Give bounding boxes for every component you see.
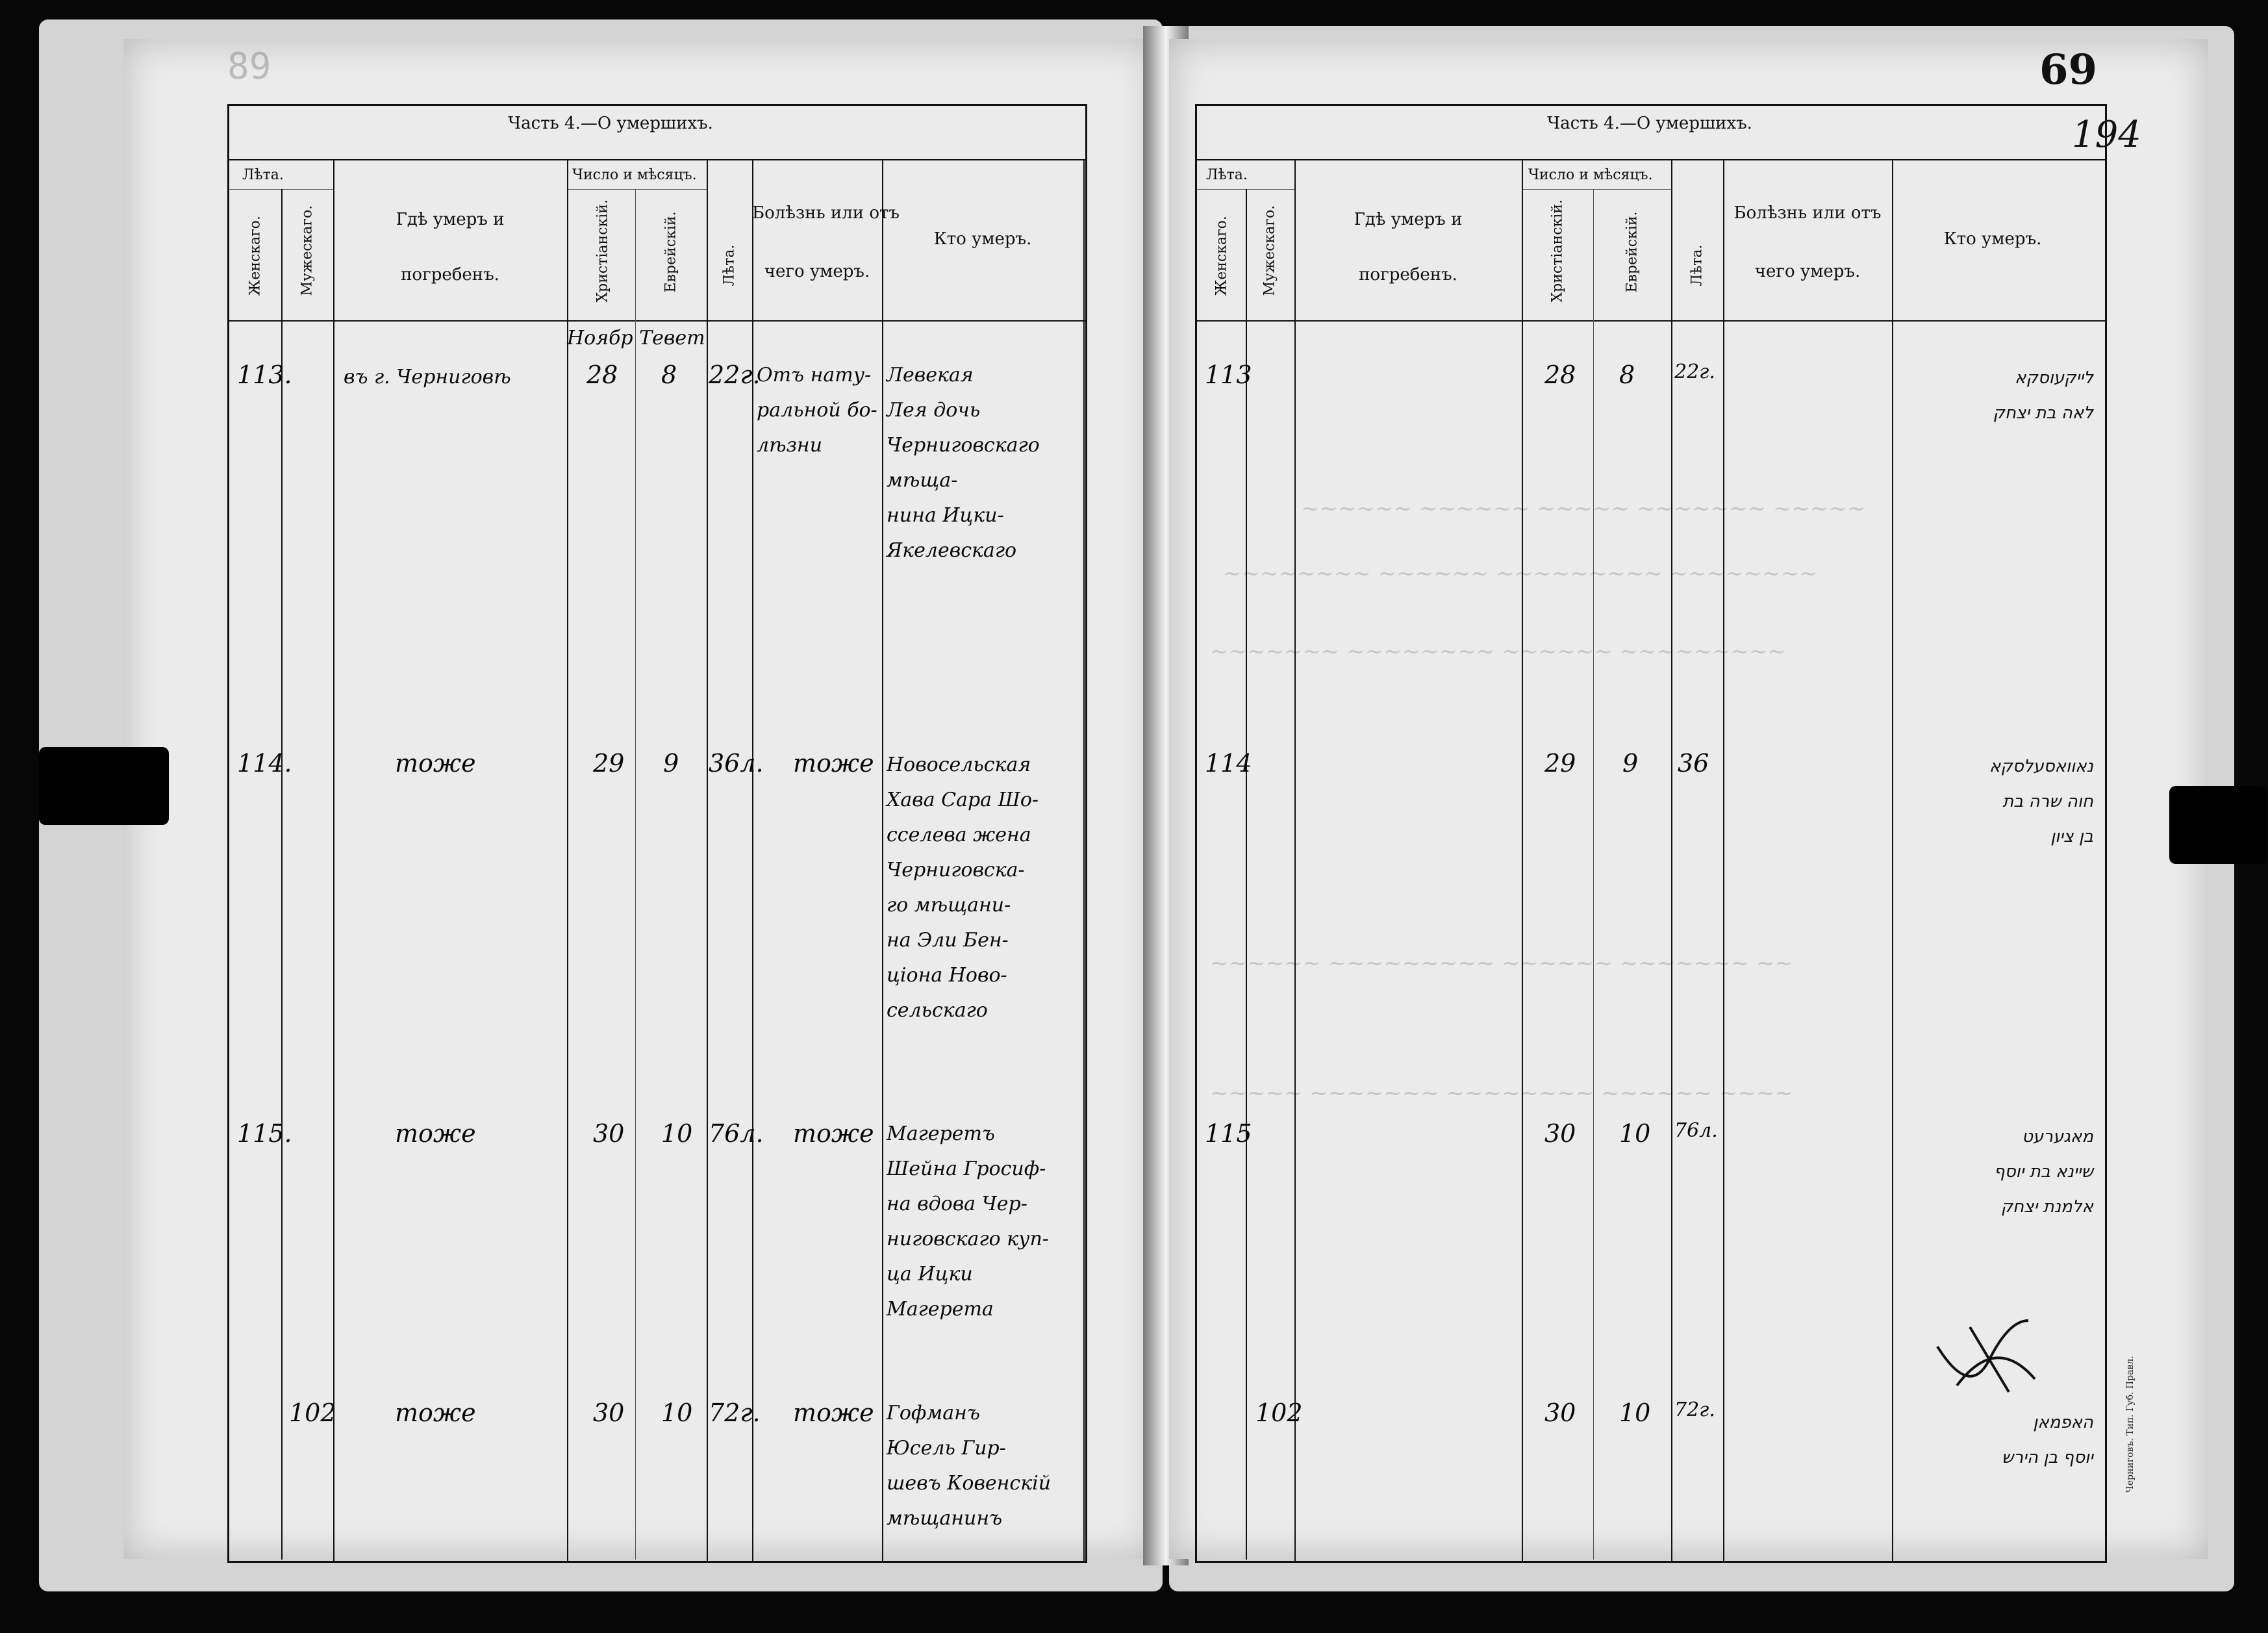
left-page-header: Часть 4.—О умершихъ. — [508, 114, 713, 133]
left-row-114-place: тоже — [395, 749, 476, 778]
left-ledger-table — [227, 104, 1087, 1563]
bleed-through-text: ~~~~~~ ~~~~~~ ~~~~~ ~~~~~~~ ~~~~~ — [1301, 496, 1866, 522]
right-col-female: Женскаго. — [1213, 216, 1230, 296]
right-page-number: 69 — [2039, 45, 2098, 94]
right-row-115-female: 115 — [1205, 1119, 1252, 1148]
left-col-group-years: Лѣта. — [242, 167, 284, 183]
left-col-who: Кто умеръ. — [933, 229, 1032, 249]
right-page-header: Часть 4.—О умершихъ. — [1547, 114, 1752, 133]
left-col-where-l1: Гдѣ умеръ и — [396, 210, 505, 229]
left-col-illness-l1: Болѣзнь или отъ — [752, 203, 900, 223]
right-col-age: Лѣта. — [1689, 244, 1706, 286]
left-row-102-male: 102 — [289, 1399, 336, 1427]
right-row-114-christian: 29 — [1544, 749, 1576, 778]
left-row-114-female: 114. — [237, 749, 292, 778]
left-row-115-female: 115. — [237, 1119, 292, 1148]
left-col-christian: Христіанскій. — [594, 199, 611, 303]
left-row-114-who: Новосельская Хава Сара Шо- сселева жена Черниговска- го мѣщани- на Эли Бен- ціона Ново- сельскаго — [887, 753, 1039, 1022]
left-row-113-who: Левекая Лея дочь Черниговскаго мѣща- нина Ицки- Якелевскаго — [887, 364, 1040, 562]
right-col-who: Кто умеръ. — [1943, 229, 2042, 249]
right-col-group-date: Число и мѣсяцъ. — [1528, 167, 1653, 183]
bleed-through-text: ~~~~~~~ ~~~~~~~~ ~~~~~~ ~~~~~~~~~ — [1210, 639, 1787, 665]
left-row-114-christian: 29 — [593, 749, 625, 778]
left-row-113-place: въ г. Черниговѣ — [344, 366, 511, 388]
right-col-illness-l1: Болѣзнь или отъ — [1733, 203, 1882, 223]
right-row-115-who: מאגערעט שיינא בת יוסף אלמנת יצחק — [1994, 1127, 2093, 1217]
right-row-115-christian: 30 — [1544, 1119, 1576, 1148]
right-col-where-l2: погребенъ. — [1359, 265, 1457, 285]
left-row-114-cause: тоже — [793, 749, 874, 778]
left-row-115-jewish: 10 — [661, 1119, 693, 1148]
left-month-header: Ноябр Тевет — [567, 327, 705, 349]
left-row-102-cause: тоже — [793, 1399, 874, 1427]
left-row-113-jewish: 8 — [661, 361, 677, 389]
right-row-113-christian: 28 — [1544, 361, 1576, 389]
right-col-where-l1: Гдѣ умеръ и — [1354, 210, 1463, 229]
right-col-illness-l2: чего умеръ. — [1754, 262, 1861, 281]
right-row-102-jewish: 10 — [1619, 1399, 1651, 1427]
left-col-jewish: Еврейскій. — [662, 211, 679, 293]
left-row-102-who: Гофманъ Юсель Гир- шевъ Ковенскій мѣщанинъ — [887, 1402, 1052, 1530]
left-row-115-christian: 30 — [593, 1119, 625, 1148]
left-col-male: Мужескаго. — [299, 205, 316, 296]
right-row-113-female: 113 — [1205, 361, 1252, 389]
right-row-114-jewish: 9 — [1622, 749, 1639, 778]
left-col-age: Лѣта. — [721, 244, 738, 286]
right-page — [1169, 39, 2208, 1559]
right-row-102-male: 102 — [1255, 1399, 1303, 1427]
right-row-102-age: 72г. — [1674, 1399, 1715, 1421]
left-row-113-female: 113. — [237, 361, 292, 389]
right-row-102-who: האפמאן יוסף בן הירש — [2002, 1413, 2093, 1467]
right-row-102-christian: 30 — [1544, 1399, 1576, 1427]
right-row-114-age: 36 — [1678, 749, 1709, 778]
printer-mark: Черниговъ. Тип. Губ. Правл. — [2125, 1356, 2136, 1493]
left-col-group-date: Число и мѣсяцъ. — [572, 167, 697, 183]
right-row-115-jewish: 10 — [1619, 1119, 1651, 1148]
left-row-115-who: Магеретъ Шейна Гросиф- на вдова Чер- ниговскаго куп- ца Ицки Магерета — [887, 1122, 1049, 1321]
left-row-115-age: 76л. — [709, 1119, 764, 1148]
binding-clip-left — [39, 747, 169, 825]
right-row-115-age: 76л. — [1674, 1119, 1718, 1142]
left-page — [123, 39, 1156, 1559]
bleed-through-text: ~~~~~ ~~~~~~~ ~~~~~~~~ ~~~~~~ ~~~~ — [1210, 1080, 1793, 1106]
left-row-115-cause: тоже — [793, 1119, 874, 1148]
right-row-113-jewish: 8 — [1619, 361, 1635, 389]
right-col-christian: Христіанскій. — [1549, 199, 1566, 303]
left-col-where-l2: погребенъ. — [401, 265, 499, 285]
binding-clip-right — [2169, 786, 2267, 864]
right-ledger-table — [1195, 104, 2107, 1563]
signature-scribble — [1931, 1308, 2048, 1405]
left-row-114-age: 36л. — [709, 749, 764, 778]
left-row-113-cause: Отъ нату- ральной бо- лѣзни — [757, 364, 877, 457]
left-row-102-christian: 30 — [593, 1399, 625, 1427]
right-row-113-who: לייקעוסקא לאה בת יצחק — [1993, 368, 2093, 423]
left-row-114-jewish: 9 — [663, 749, 679, 778]
left-row-115-place: тоже — [395, 1119, 476, 1148]
right-page-number-alt: 194 — [2072, 114, 2141, 156]
right-col-jewish: Еврейскій. — [1624, 211, 1641, 293]
right-row-114-female: 114 — [1205, 749, 1252, 778]
left-row-102-age: 72г. — [709, 1399, 761, 1427]
right-col-group-years: Лѣта. — [1206, 167, 1248, 183]
left-row-102-place: тоже — [395, 1399, 476, 1427]
bleed-through-text: ~~~~~~~~ ~~~~~~ ~~~~~~~~~ ~~~~~~~~ — [1223, 561, 1818, 587]
bleed-through-text: ~~~~~~ ~~~~~~~~~ ~~~~~~ ~~~~~~~ ~~ — [1210, 950, 1793, 976]
left-page-number-ghost: 89 — [227, 45, 271, 88]
left-row-102-jewish: 10 — [661, 1399, 693, 1427]
left-row-113-age: 22г. — [709, 361, 761, 389]
left-col-illness-l2: чего умеръ. — [764, 262, 870, 281]
right-col-male: Мужескаго. — [1261, 205, 1278, 296]
left-row-113-christian: 28 — [586, 361, 618, 389]
left-col-female: Женскаго. — [247, 216, 264, 296]
right-row-114-who: נאוואסעלסקא חוה שרה בת בן ציון — [1989, 757, 2093, 846]
right-row-113-age: 22г. — [1674, 361, 1715, 383]
